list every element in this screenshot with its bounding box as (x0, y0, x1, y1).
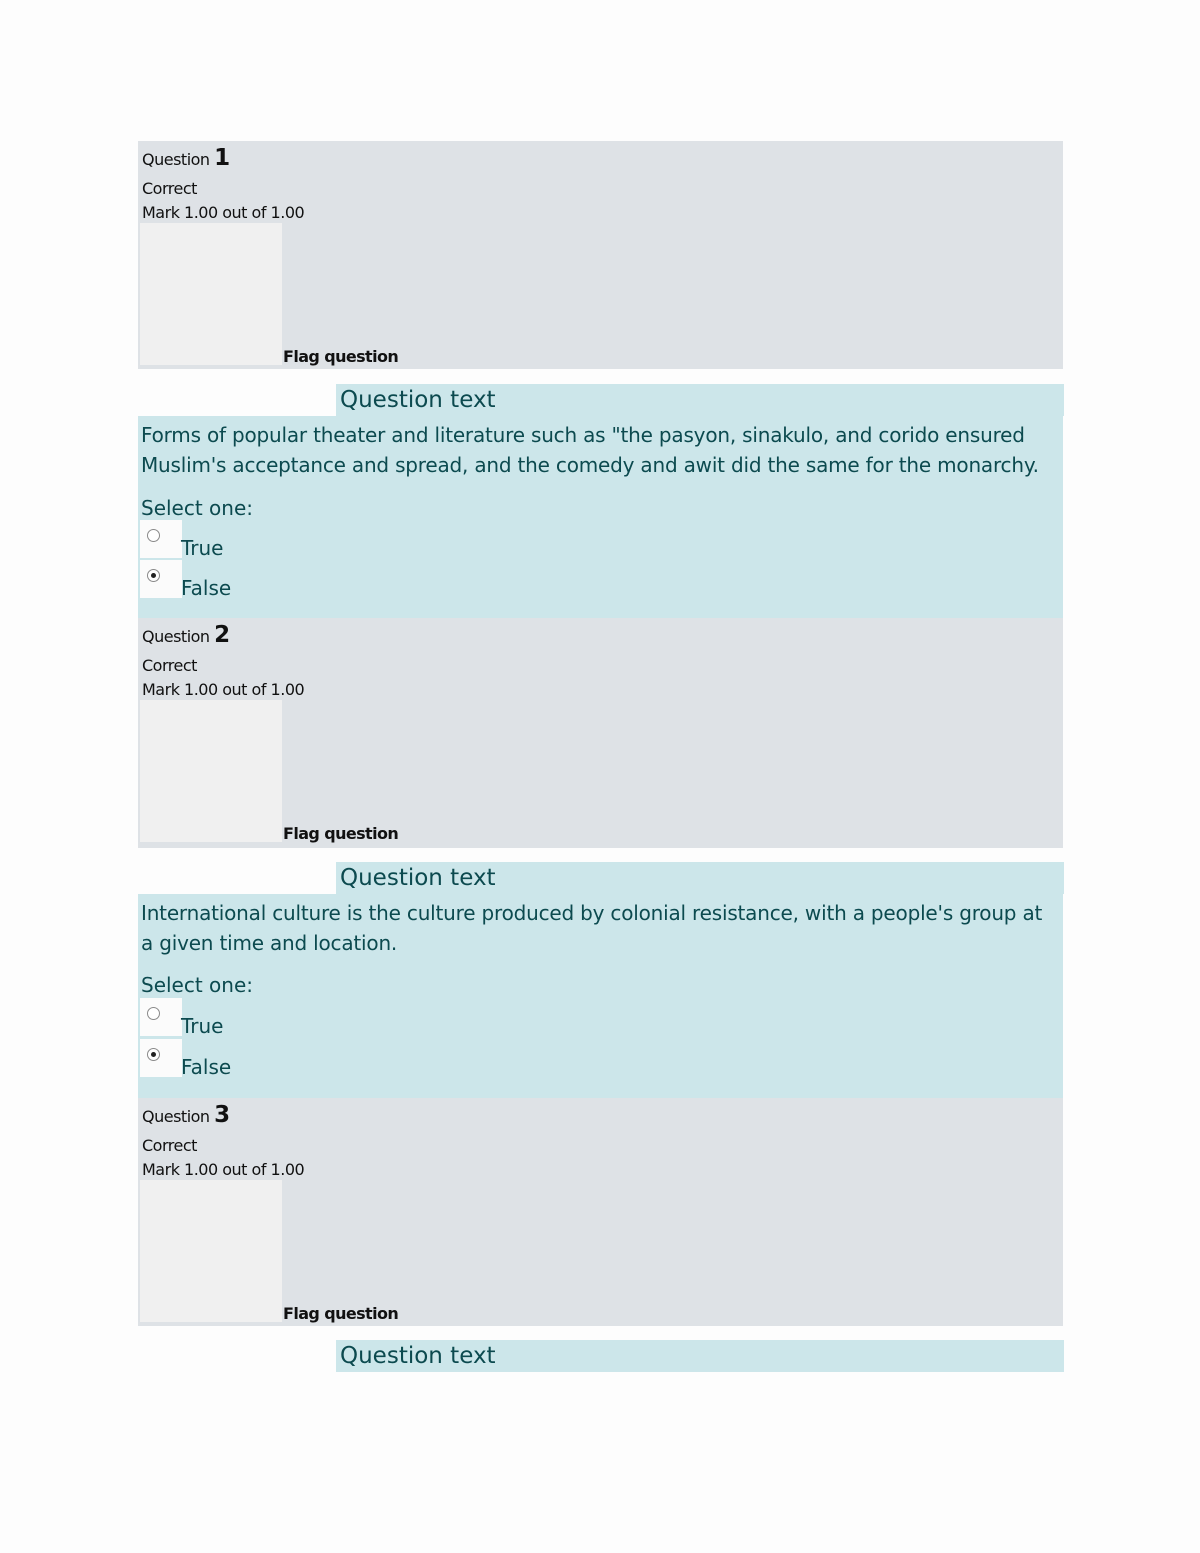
question-grade: Mark 1.00 out of 1.00 (142, 680, 305, 699)
question-grade: Mark 1.00 out of 1.00 (142, 203, 305, 222)
option-label: True (181, 1014, 224, 1038)
option-label: True (181, 536, 224, 560)
question-state: Correct (142, 179, 197, 198)
flag-icon[interactable] (140, 223, 282, 365)
question-grade: Mark 1.00 out of 1.00 (142, 1160, 305, 1179)
answer-prompt: Select one: (141, 496, 254, 520)
question-text-heading: Question text (336, 384, 1064, 416)
answer-prompt: Select one: (141, 973, 254, 997)
flag-icon[interactable] (140, 700, 282, 842)
option-label: False (181, 1055, 232, 1079)
radio-button[interactable] (147, 529, 160, 542)
question-number: Question 1 (142, 145, 230, 171)
question-text: International culture is the culture produced by colonial resistance, with a people's group at a given time and location. (141, 901, 1043, 955)
question-2-formulation (138, 894, 1063, 1098)
answer-option-true[interactable] (140, 520, 440, 560)
answer-option-false[interactable] (140, 1039, 440, 1079)
flag-question-link[interactable]: Flag question (283, 347, 399, 366)
question-text: Forms of popular theater and literature such as "the pasyon, sinakulo, and corido ensured Muslim's acceptance and spread, and the comedy and awit did the same for the monarchy. (141, 423, 1039, 477)
question-1-info (138, 141, 1063, 369)
question-3-info (138, 1098, 1063, 1326)
answer-option-true[interactable] (140, 998, 440, 1038)
flag-icon[interactable] (140, 1180, 282, 1322)
answer-option-false[interactable] (140, 560, 440, 600)
question-1-formulation (138, 416, 1063, 618)
flag-question-link[interactable]: Flag question (283, 1304, 399, 1323)
radio-button-checked[interactable] (147, 569, 160, 582)
option-label: False (181, 576, 232, 600)
question-text-heading: Question text (336, 1340, 1064, 1372)
question-number: Question 3 (142, 1102, 230, 1128)
question-text-heading: Question text (336, 862, 1064, 894)
question-2-info (138, 618, 1063, 848)
flag-question-link[interactable]: Flag question (283, 824, 399, 843)
question-state: Correct (142, 1136, 197, 1155)
question-number: Question 2 (142, 622, 230, 648)
question-state: Correct (142, 656, 197, 675)
radio-button-checked[interactable] (147, 1048, 160, 1061)
radio-button[interactable] (147, 1007, 160, 1020)
